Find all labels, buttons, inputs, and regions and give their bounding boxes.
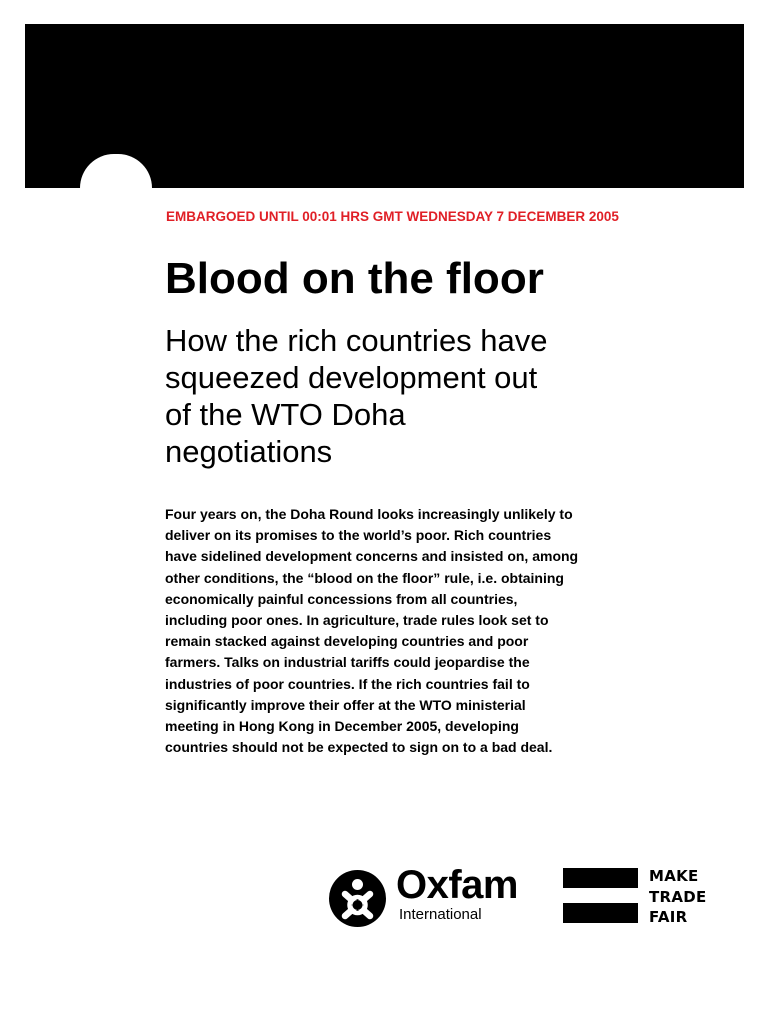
abstract-line: countries should not be expected to sign on to a bad deal. (165, 739, 553, 756)
abstract-line: deliver on its promises to the world’s poor. Rich countries (165, 527, 552, 544)
equals-sign-icon (563, 903, 638, 923)
abstract-line: significantly improve their offer at the WTO ministerial (165, 696, 526, 713)
abstract-line: Four years on, the Doha Round looks increasingly unlikely to (165, 506, 573, 522)
abstract-line: including poor ones. In agriculture, trade rules look set to (165, 612, 549, 629)
make-trade-fair-logo (563, 866, 723, 928)
page-title: Blood on the floor (165, 254, 544, 303)
oxfam-figure-icon (329, 870, 386, 927)
abstract-line: industries of poor countries. If the rich countries fail to (165, 675, 530, 692)
subtitle-line: How the rich countries have (165, 323, 548, 358)
equals-sign-icon (563, 868, 638, 888)
subtitle-line: of the WTO Doha (165, 397, 406, 432)
oxfam-logo (329, 863, 529, 928)
mtf-line: TRADE (649, 887, 707, 906)
subtitle (165, 322, 635, 470)
abstract-line: have sidelined development concerns and insisted on, among (165, 548, 579, 565)
oxfam-subtitle: International (399, 906, 482, 923)
mtf-line: FAIR (649, 908, 688, 926)
mtf-line: MAKE (649, 867, 699, 885)
subtitle-line: squeezed development out (165, 360, 538, 395)
abstract (165, 504, 635, 758)
abstract-line: other conditions, the “blood on the floor” rule, i.e. obtaining (165, 569, 564, 586)
abstract-line: economically painful concessions from all countries, (165, 590, 518, 607)
abstract-line: farmers. Talks on industrial tariffs could jeopardise the (165, 654, 530, 671)
subtitle-line: negotiations (165, 434, 333, 469)
abstract-line: meeting in Hong Kong in December 2005, developing (165, 718, 519, 735)
embargo-notice: EMBARGOED UNTIL 00:01 HRS GMT WEDNESDAY 7 DECEMBER 2005 (166, 209, 619, 224)
abstract-line: remain stacked against developing countries and poor (165, 633, 529, 650)
make-trade-fair-text (649, 866, 707, 928)
oxfam-wordmark: Oxfam (396, 863, 518, 907)
